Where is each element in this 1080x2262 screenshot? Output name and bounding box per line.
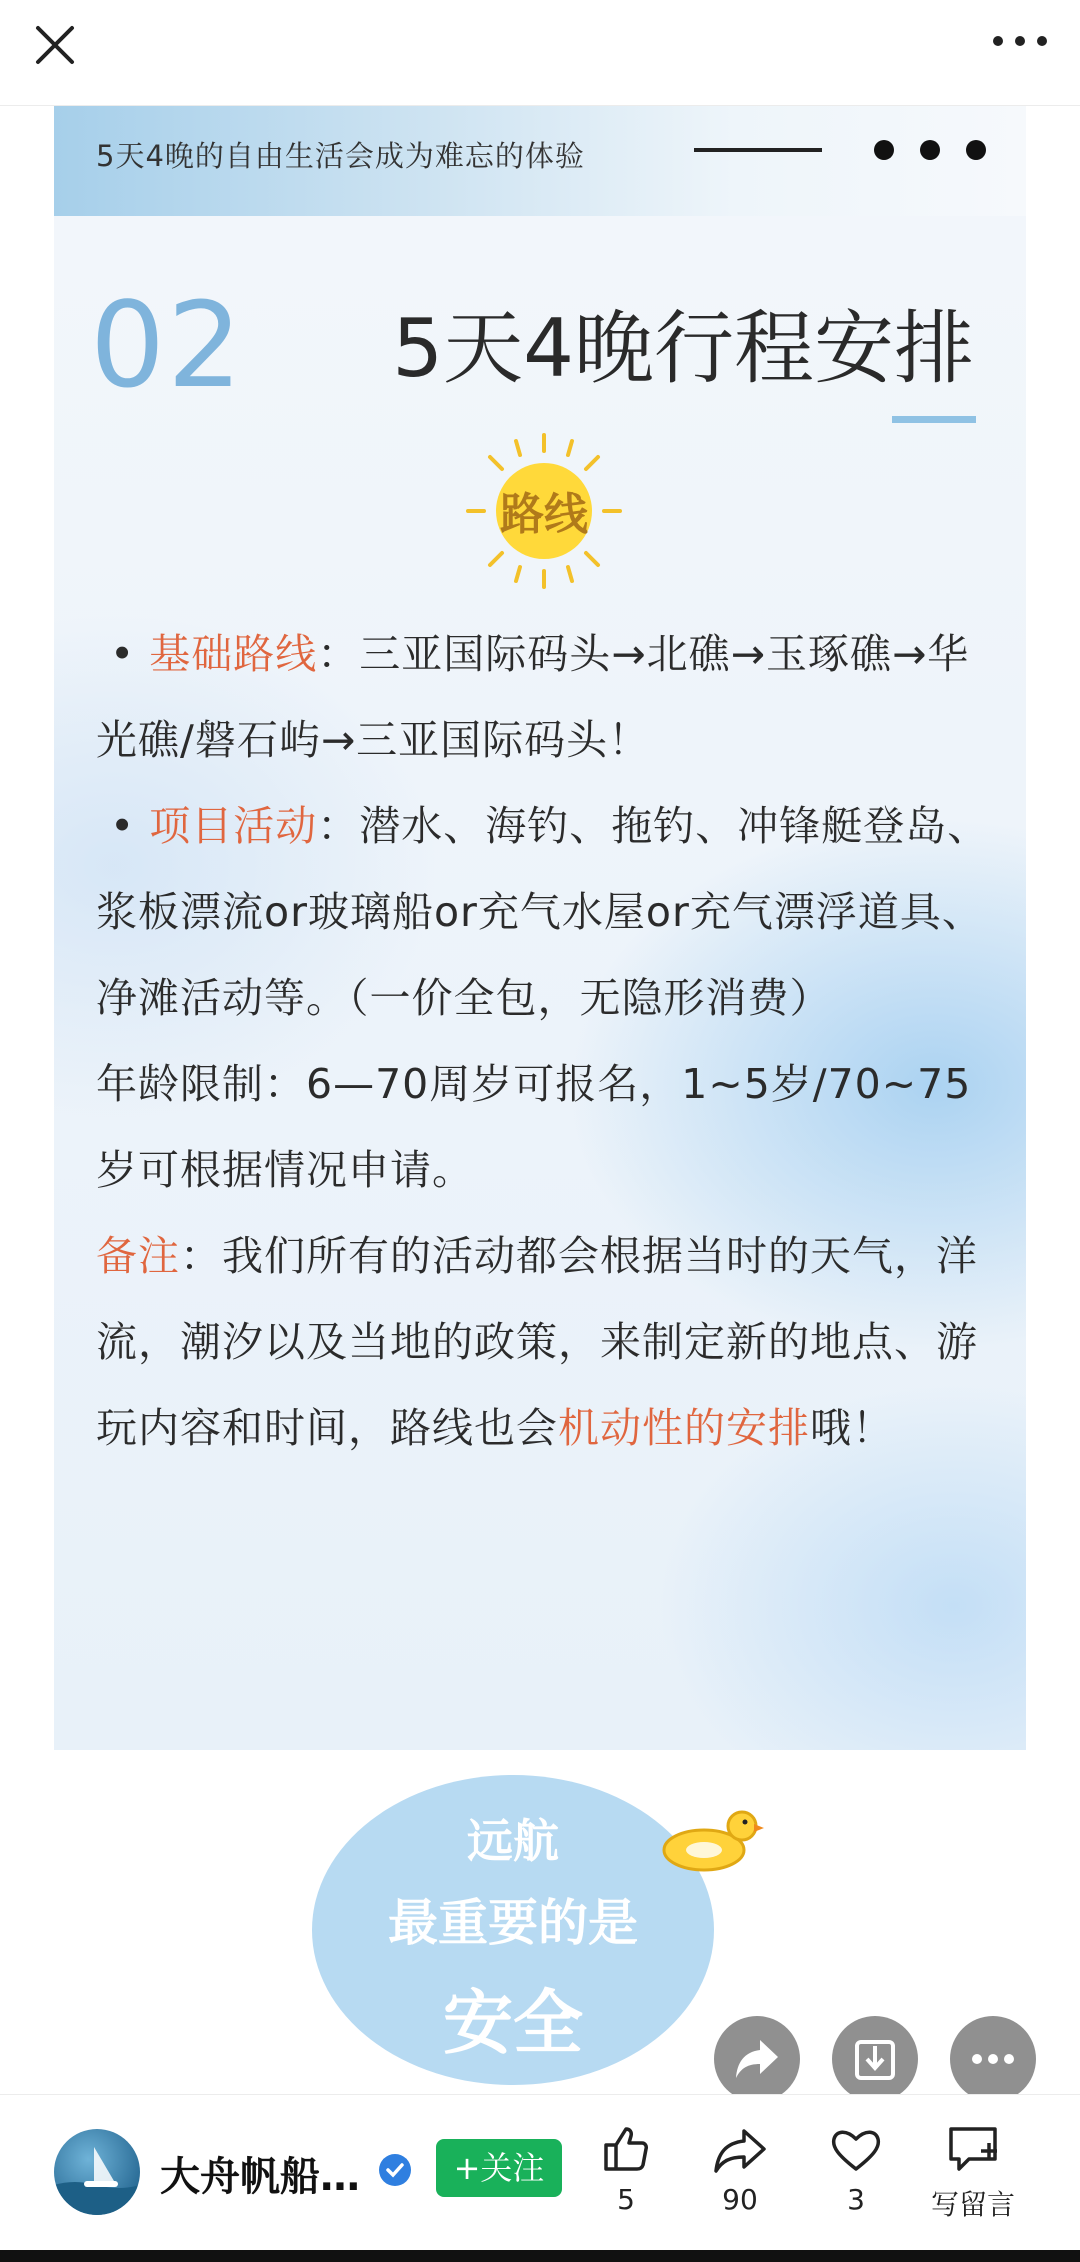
section-title: 5天4晚行程安排 [392, 302, 974, 395]
basic-route-paragraph: • 基础路线：三亚国际码头→北礁→玉琢礁→华光礁/磐石屿→三亚国际码头！ [96, 630, 970, 764]
like-count: 5 [617, 2183, 635, 2216]
age-limit-text: 年龄限制：6—70周岁可报名，1~5岁/70~75岁可根据情况申请。 [96, 1060, 972, 1194]
header-band [54, 106, 1026, 216]
title-underline [892, 416, 976, 423]
favorite-button[interactable] [806, 2121, 906, 2216]
safety-line-3: 安全 [443, 1982, 583, 2064]
safety-line-1: 远航 [467, 1814, 559, 1868]
header-dot [874, 140, 894, 160]
share-count: 90 [722, 2183, 758, 2216]
comment-button[interactable] [918, 2121, 1028, 2223]
header-dot [920, 140, 940, 160]
download-icon [832, 2016, 918, 2102]
favorite-count: 3 [847, 2183, 865, 2216]
share-fab[interactable] [714, 2016, 800, 2102]
header-dot [966, 140, 986, 160]
avatar[interactable] [54, 2129, 140, 2215]
note-text: ：我们所有的活动都会根据当时的天气，洋流，潮汐以及当地的政策，来制定新的地点、游玩内容和时间，路线也会 [96, 1232, 978, 1452]
note-text-end: 哦！ [810, 1404, 894, 1452]
more-fab[interactable] [950, 2016, 1036, 2102]
tagline: 5天4晚的自由生活会成为难忘的体验 [96, 139, 585, 173]
sun-icon [454, 421, 634, 601]
duck-float-icon [656, 1800, 766, 1880]
more-icon[interactable] [990, 26, 1050, 56]
post-image[interactable] [54, 106, 1026, 1750]
top-bar [0, 0, 1080, 106]
comment-label: 写留言 [930, 2188, 1015, 2221]
activities-text: ：潜水、海钓、拖钓、冲锋艇登岛、浆板漂流or玻璃船or充气水屋or充气漂浮道具、净滩活动等。（一价全包，无隐形消费） [96, 802, 990, 1022]
note-paragraph [96, 1213, 996, 1471]
author-name[interactable]: 大舟帆船… [160, 2154, 360, 2200]
thumbs-up-icon [598, 2121, 654, 2177]
basic-route-label: 基础路线 [149, 630, 318, 678]
follow-button[interactable]: +关注 [436, 2139, 562, 2197]
verified-badge-icon [378, 2153, 412, 2187]
route-label: 路线 [500, 489, 588, 540]
close-icon[interactable] [30, 20, 80, 70]
share-icon [714, 2016, 800, 2102]
comment-icon [945, 2121, 1001, 2177]
post-body [96, 611, 996, 1471]
save-fab[interactable] [832, 2016, 918, 2102]
heart-icon [828, 2121, 884, 2177]
share-button[interactable] [690, 2121, 790, 2216]
safety-bubble [312, 1775, 714, 2085]
activities-paragraph: • 项目活动：潜水、海钓、拖钓、冲锋艇登岛、浆板漂流or玻璃船or充气水屋or充气漂浮道具、净滩活动等。（一价全包，无隐形消费） [96, 802, 990, 1022]
safety-line-2: 最重要的是 [388, 1894, 638, 1952]
basic-route-text: ：三亚国际码头→北礁→玉琢礁→华光礁/磐石屿→三亚国际码头！ [96, 630, 970, 764]
note-label: 备注 [96, 1232, 180, 1280]
home-indicator [0, 2250, 1080, 2262]
section-number: 02 [90, 276, 245, 414]
note-highlight: 机动性的安排 [558, 1404, 810, 1452]
bottom-bar [0, 2094, 1080, 2262]
more-icon [950, 2016, 1036, 2102]
header-rule [694, 148, 822, 152]
share-icon [712, 2121, 768, 2177]
like-button[interactable] [576, 2121, 676, 2216]
activities-label: 项目活动 [149, 802, 318, 850]
